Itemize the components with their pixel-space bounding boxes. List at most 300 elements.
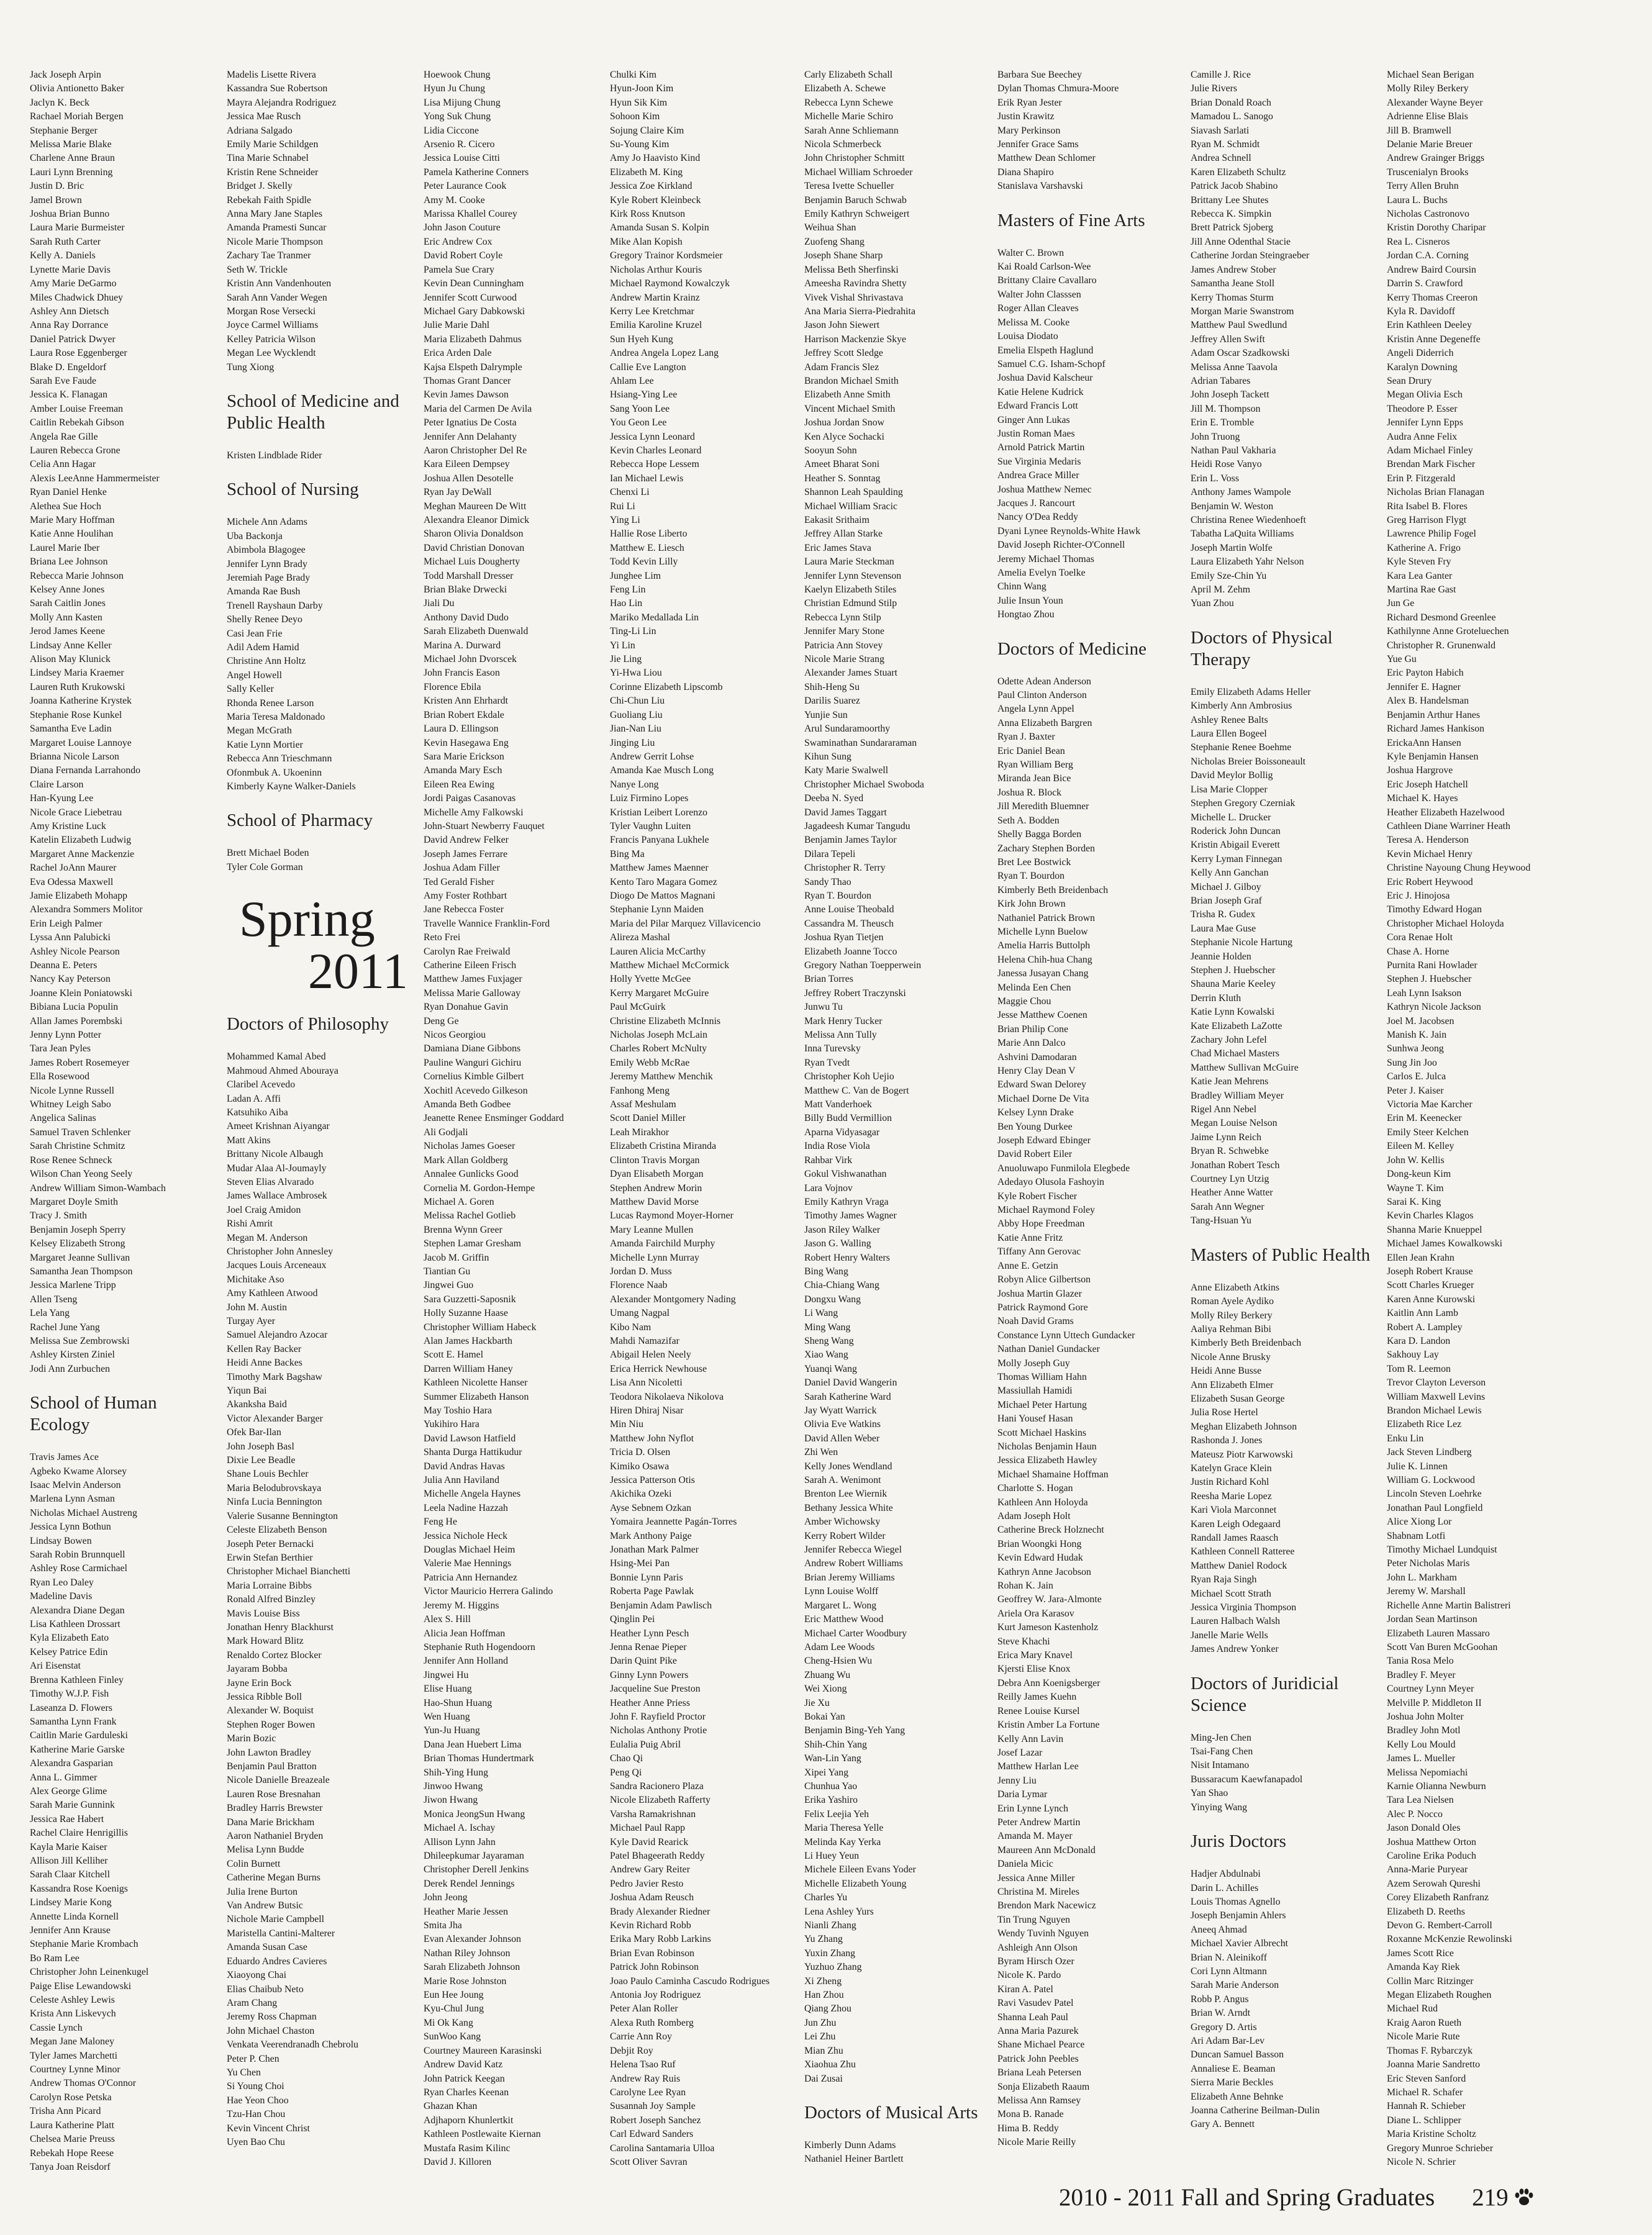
graduate-name: Brittany Claire Cavallaro xyxy=(997,275,1097,286)
graduate-name: Lindsey Marie Kong xyxy=(30,1897,112,1908)
graduate-name: Ari Eisenstat xyxy=(30,1661,81,1672)
graduate-name: Courtney Lyn Utzig xyxy=(1191,1174,1269,1185)
graduate-name: Sohoon Kim xyxy=(610,111,660,122)
paw-print-icon xyxy=(1514,2186,1535,2214)
graduate-name: Joanna Katherine Krystek xyxy=(30,696,132,707)
graduate-name: Megan M. Anderson xyxy=(227,1232,308,1243)
graduate-name: Scott Michael Haskins xyxy=(997,1427,1087,1438)
graduate-name: Alicia Jean Hoffman xyxy=(424,1628,506,1639)
graduate-name: Kristen Ann Ehrhardt xyxy=(424,696,509,707)
graduate-name: Kyle David Rearick xyxy=(610,1836,689,1847)
graduate-name: Kathilynne Anne Groteluechen xyxy=(1387,626,1509,637)
graduate-name: Mohammed Kamal Abed xyxy=(227,1051,326,1063)
graduate-name: Kimberly Beth Breidenbach xyxy=(1191,1338,1302,1349)
graduate-name: Adrian Tabares xyxy=(1191,375,1251,386)
graduate-name: Jayne Erin Bock xyxy=(227,1677,292,1689)
graduate-name: Constance Lynn Uttech Gundacker xyxy=(997,1330,1135,1341)
graduate-name: Lincoln Steven Loehrke xyxy=(1387,1489,1482,1500)
graduate-name: Varsha Ramakrishnan xyxy=(610,1808,696,1820)
graduate-name: Elizabeth Susan George xyxy=(1191,1393,1285,1404)
graduate-name: Margaret Anne Mackenzie xyxy=(30,848,135,859)
graduate-name: Nancy Kay Peterson xyxy=(30,974,111,985)
graduate-name: Gokul Vishwanathan xyxy=(804,1169,887,1180)
graduate-name: Melissa Anne Taavola xyxy=(1191,361,1278,373)
graduate-name: Lisa Kathleen Drossart xyxy=(30,1619,120,1630)
graduate-name: Brady Alexander Riedner xyxy=(610,1906,710,1917)
graduate-name: April M. Zehm xyxy=(1191,584,1251,596)
graduate-name: Jie Xu xyxy=(804,1697,830,1708)
graduate-name: Laura D. Ellingson xyxy=(424,723,499,735)
graduate-name: Rohan K. Jain xyxy=(997,1580,1053,1592)
graduate-name: Jennifer Ann Krause xyxy=(30,1925,111,1936)
graduate-name: Nisit Intamano xyxy=(1191,1760,1250,1771)
graduate-name: Celeste Elizabeth Benson xyxy=(227,1525,327,1536)
graduate-name: Hyun-Joon Kim xyxy=(610,83,674,94)
graduate-name: Lindsay Anne Keller xyxy=(30,640,112,651)
graduate-name: Chao Qi xyxy=(610,1753,643,1764)
graduate-name: Patrick John Robinson xyxy=(610,1962,699,1973)
graduate-name: Bibiana Lucia Populin xyxy=(30,1002,119,1013)
graduate-name: Jayaram Bobba xyxy=(227,1664,288,1675)
graduate-name: Anne Elizabeth Atkins xyxy=(1191,1282,1280,1293)
graduate-name: Laura Mae Guse xyxy=(1191,923,1256,934)
graduate-name: Elise Huang xyxy=(424,1684,472,1695)
graduate-name: Christopher R. Terry xyxy=(804,863,886,874)
graduate-name: Thomas F. Rybarczyk xyxy=(1387,2045,1473,2056)
graduate-name: Gregory Munroe Schrieber xyxy=(1387,2142,1494,2154)
graduate-name: Sarah Robin Brunnquell xyxy=(30,1549,125,1561)
graduate-name: Matthew Sullivan McGuire xyxy=(1191,1062,1299,1073)
graduate-name: Amanda Mary Esch xyxy=(424,765,502,776)
graduate-name: Michelle Marie Schiro xyxy=(804,111,894,122)
graduate-name: Andrea Grace Miller xyxy=(997,470,1079,481)
graduate-name: Anthony David Dudo xyxy=(424,612,509,623)
graduate-name: Karalyn Downing xyxy=(1387,361,1458,373)
graduate-name: Miranda Jean Bice xyxy=(997,773,1071,784)
graduate-name: Megan Lee Wycklendt xyxy=(227,348,316,359)
graduate-name: Greg Harrison Flygt xyxy=(1387,515,1467,525)
graduate-name: Janessa Jusayan Chang xyxy=(997,968,1089,979)
graduate-name: Kara D. Landon xyxy=(1387,1335,1451,1346)
graduate-name: Michael Shamaine Hoffman xyxy=(997,1469,1109,1480)
graduate-name: Kirk John Brown xyxy=(997,899,1066,910)
graduate-name: Ninfa Lucia Bennington xyxy=(227,1497,322,1508)
graduate-name: Christine Elizabeth McInnis xyxy=(610,1015,721,1027)
graduate-name: Erin Lynne Lynch xyxy=(997,1803,1069,1814)
graduate-name: Joshua Adam Reusch xyxy=(610,1892,694,1903)
graduate-name: Nathaniel Heiner Bartlett xyxy=(804,2154,904,2165)
graduate-name: Rachel Claire Henrigillis xyxy=(30,1828,128,1839)
graduate-name: Jay Wyatt Warrick xyxy=(804,1405,877,1416)
graduate-name: Brian Jeremy Williams xyxy=(804,1572,895,1583)
graduate-name: Uba Backonja xyxy=(227,530,283,542)
graduate-name: Jun Ge xyxy=(1387,598,1415,609)
graduate-name: Patrick Jacob Shabino xyxy=(1191,181,1278,192)
graduate-name: Stephen J. Huebscher xyxy=(1191,964,1276,976)
graduate-name: Marie Rose Johnston xyxy=(424,1975,507,1987)
graduate-name: Allan James Porembski xyxy=(30,1015,123,1027)
graduate-name: Li Wang xyxy=(804,1308,838,1319)
graduate-name: Jason John Siewert xyxy=(804,320,880,331)
graduate-name: Daria Lymar xyxy=(997,1789,1048,1800)
graduate-name: Jessica Marlene Tripp xyxy=(30,1280,116,1291)
graduate-name: Hoewook Chung xyxy=(424,70,491,80)
graduate-name: Leah Mirakhor xyxy=(610,1127,669,1138)
graduate-name: Julie K. Linnen xyxy=(1387,1461,1448,1472)
graduate-name: Scott Charles Krueger xyxy=(1387,1280,1474,1291)
graduate-name: Darrin S. Crawford xyxy=(1387,278,1463,289)
graduate-name: Jenny Liu xyxy=(997,1775,1037,1786)
graduate-name: Abby Hope Freedman xyxy=(997,1218,1085,1230)
graduate-name: Megan Olivia Esch xyxy=(1387,389,1463,401)
graduate-name: Matt Vanderhoek xyxy=(804,1099,872,1110)
graduate-name: Purnita Rani Howlader xyxy=(1387,960,1477,971)
graduate-name: Emily Sze-Chin Yu xyxy=(1191,570,1267,581)
graduate-name: Molly Riley Berkery xyxy=(1387,83,1469,94)
section-heading: Doctors of Juridicial Science xyxy=(1191,1673,1339,1715)
graduate-name: Robb P. Angus xyxy=(1191,1993,1249,2005)
graduate-name: Brian Donald Roach xyxy=(1191,97,1271,108)
graduate-name: Kelsey Patrice Edin xyxy=(30,1646,108,1657)
graduate-name: Rachael Moriah Bergen xyxy=(30,111,124,122)
graduate-name: Sarah Marie Gunnink xyxy=(30,1800,115,1811)
graduate-name: Brian Robert Ekdale xyxy=(424,709,504,720)
graduate-name: Matthew James Maenner xyxy=(610,863,709,874)
graduate-name: Ryan J. Baxter xyxy=(997,732,1055,743)
graduate-name: Hongtao Zhou xyxy=(997,609,1055,620)
graduate-name: Kristin Amber La Fortune xyxy=(997,1720,1100,1731)
graduate-name: Heidi Anne Busse xyxy=(1191,1366,1262,1377)
graduate-name: Nicole K. Pardo xyxy=(997,1970,1061,1981)
graduate-name: Lyssa Ann Palubicki xyxy=(30,932,111,943)
graduate-name: Kimberly Kayne Walker-Daniels xyxy=(227,781,356,792)
graduate-name: Zuofeng Shang xyxy=(804,236,865,247)
graduate-name: Kai Roald Carlson-Wee xyxy=(997,261,1091,273)
graduate-name: Maria Belodubrovskaya xyxy=(227,1482,322,1494)
graduate-name: Joseph James Ferrare xyxy=(424,848,508,859)
graduate-name: Adedayo Olusola Fashoyin xyxy=(997,1177,1104,1188)
section-heading: School of Pharmacy xyxy=(227,810,373,831)
graduate-name: Stephanie Berger xyxy=(30,125,98,136)
graduate-name: Rebecca Lynn Schewe xyxy=(804,97,893,108)
graduate-name: Heather Anne Watter xyxy=(1191,1187,1273,1199)
graduate-name: Melville P. Middleton II xyxy=(1387,1697,1482,1708)
graduate-name: Kurt Jameson Kastenholz xyxy=(997,1622,1099,1633)
graduate-name: Jaime Lynn Reich xyxy=(1191,1131,1262,1143)
graduate-name: Elizabeth M. King xyxy=(610,166,683,178)
graduate-name: Jordan D. Muss xyxy=(610,1266,672,1277)
graduate-name: Dyani Lynee Reynolds-White Hawk xyxy=(997,525,1141,537)
graduate-name: Ashleigh Ann Olson xyxy=(997,1942,1078,1953)
graduate-name: Heather Anne Priess xyxy=(610,1697,690,1708)
graduate-name: Pauline Wanguri Gichiru xyxy=(424,1057,522,1068)
graduate-name: Janelle Marie Wells xyxy=(1191,1630,1268,1641)
graduate-name: Christopher R. Grunenwald xyxy=(1387,640,1496,651)
graduate-name: Tiffany Ann Gerovac xyxy=(997,1246,1081,1258)
graduate-name: Eulalia Puig Abril xyxy=(610,1739,681,1750)
graduate-name: David Christian Donovan xyxy=(424,542,525,553)
graduate-name: Alexandra Sommers Molitor xyxy=(30,904,143,915)
graduate-name: Hallie Rose Liberto xyxy=(610,528,688,540)
graduate-name: Christopher Michael Holoyda xyxy=(1387,918,1504,929)
graduate-name: Joanne Klein Poniatowski xyxy=(30,987,132,999)
graduate-name: Wayne T. Kim xyxy=(1387,1182,1444,1194)
graduate-name: Diogo De Mattos Magnani xyxy=(610,890,715,901)
graduate-name: John M. Austin xyxy=(227,1302,287,1313)
graduate-name: Lisa Ann Nicoletti xyxy=(610,1377,683,1389)
graduate-name: Margaret Jeanne Sullivan xyxy=(30,1252,130,1263)
graduate-name: Li Huey Yeun xyxy=(804,1851,860,1861)
graduate-name: Joseph Martin Wolfe xyxy=(1191,542,1273,553)
graduate-name: Krista Ann Liskevych xyxy=(30,2008,116,2020)
graduate-name: Rebekah Faith Spidle xyxy=(227,194,312,206)
graduate-name: Rachel June Yang xyxy=(30,1322,100,1333)
graduate-name: Kevin Charles Leonard xyxy=(610,445,702,456)
graduate-name: Dana Jean Huebert Lima xyxy=(424,1739,522,1750)
graduate-name: Rishi Amrit xyxy=(227,1218,273,1230)
graduate-name: Si Young Choi xyxy=(227,2081,284,2092)
graduate-name: Michelle L. Drucker xyxy=(1191,812,1271,823)
graduate-name: Chinn Wang xyxy=(997,581,1046,592)
graduate-name: Jordan C.A. Corning xyxy=(1387,250,1469,261)
graduate-name: Ming Wang xyxy=(804,1322,851,1333)
graduate-name: Sarah Anne Schliemann xyxy=(804,125,899,136)
graduate-name: Darin L. Achilles xyxy=(1191,1882,1259,1893)
graduate-name: Amy M. Cooke xyxy=(424,194,485,206)
graduate-name: Michael Raymond Kowalczyk xyxy=(610,278,730,289)
graduate-name: Ameet Bharat Soni xyxy=(804,459,880,470)
graduate-name: Roberta Page Pawlak xyxy=(610,1586,694,1597)
graduate-name: David Lawson Hatfield xyxy=(424,1433,516,1444)
graduate-name: Sung Jin Joo xyxy=(1387,1057,1437,1068)
graduate-name: Yi-Hwa Liou xyxy=(610,668,662,679)
graduate-name: Yuan Zhou xyxy=(1191,598,1234,609)
graduate-name: Eric Steven Sanford xyxy=(1387,2073,1466,2084)
graduate-name: Nicole Marie Thompson xyxy=(227,236,324,247)
graduate-name: Celia Ann Hagar xyxy=(30,459,96,470)
graduate-name: Melissa Ann Tully xyxy=(804,1030,877,1041)
column-2 xyxy=(227,68,413,2149)
graduate-name: Yuxin Zhang xyxy=(804,1947,856,1959)
graduate-name: Dixie Lee Beadle xyxy=(227,1455,296,1466)
graduate-name: Chia-Chiang Wang xyxy=(804,1280,879,1291)
graduate-name: Ian Michael Lewis xyxy=(610,473,684,484)
graduate-name: Stephen Lamar Gresham xyxy=(424,1238,522,1249)
graduate-name: Jeffrey Allan Starke xyxy=(804,528,883,540)
graduate-name: Megan Elizabeth Roughen xyxy=(1387,1990,1492,2001)
section-heading: Doctors of Musical Arts xyxy=(804,2102,978,2123)
graduate-name: Peter P. Chen xyxy=(227,2053,279,2064)
graduate-name: Jennifer Mary Stone xyxy=(804,626,884,637)
graduate-name: Adrienne Elise Blais xyxy=(1387,111,1468,122)
graduate-name: Zachary John Lefel xyxy=(1191,1035,1267,1045)
graduate-name: Xochitl Acevedo Gilkeson xyxy=(424,1085,528,1096)
graduate-name: Manish K. Jain xyxy=(1387,1030,1447,1041)
graduate-name: Adam Lee Woods xyxy=(804,1641,875,1652)
graduate-name: Benjamin Joseph Sperry xyxy=(30,1224,126,1235)
graduate-name: Benjamin Baruch Schwab xyxy=(804,194,907,206)
graduate-name: Nicole Marie Reilly xyxy=(997,2137,1076,2148)
graduate-name: Kyla R. Davidoff xyxy=(1387,306,1455,317)
graduate-name: Rachel JoAnn Maurer xyxy=(30,863,117,874)
graduate-name: Hyun Ju Chung xyxy=(424,83,486,94)
graduate-name: Bing Ma xyxy=(610,848,645,859)
graduate-name: Justin D. Bric xyxy=(30,181,84,192)
graduate-name: Emily Elizabeth Adams Heller xyxy=(1191,686,1311,697)
graduate-name: Heidi Anne Backes xyxy=(227,1358,302,1369)
graduate-name: Rebecca K. Simpkin xyxy=(1191,209,1272,220)
graduate-name: Sarah Ann Vander Wegen xyxy=(227,292,327,303)
graduate-name: David Andrew Felker xyxy=(424,835,509,846)
graduate-name: Jane Rebecca Foster xyxy=(424,904,504,915)
graduate-name: Tom R. Leemon xyxy=(1387,1363,1451,1374)
graduate-name: Diana Fernanda Larrahondo xyxy=(30,765,141,776)
graduate-name: Aaron Nathaniel Bryden xyxy=(227,1831,324,1842)
graduate-name: Kelly Ann Lavin xyxy=(997,1733,1064,1744)
graduate-name: Christine Ann Holtz xyxy=(227,656,306,667)
graduate-name: Yun-Ju Huang xyxy=(424,1725,480,1736)
graduate-name: Andrew Ray Ruis xyxy=(610,2073,681,2084)
graduate-name: Kevin Edward Hudak xyxy=(997,1553,1083,1564)
graduate-name: Guoliang Liu xyxy=(610,709,663,720)
graduate-name: Nicholas Arthur Kouris xyxy=(610,264,702,275)
graduate-name: Tyler James Marchetti xyxy=(30,2050,118,2061)
graduate-name: John W. Kellis xyxy=(1387,1154,1445,1166)
graduate-name: Shelly Renee Deyo xyxy=(227,614,302,625)
graduate-name: Samantha Lynn Frank xyxy=(30,1716,117,1727)
graduate-name: Kathleen Nicolette Hanser xyxy=(424,1377,528,1389)
graduate-name: Alec P. Nocco xyxy=(1387,1808,1443,1820)
graduate-name: Elizabeth Cristina Miranda xyxy=(610,1141,717,1152)
graduate-name: Hao Lin xyxy=(610,598,643,609)
graduate-name: Ana Maria Sierra-Piedrahita xyxy=(804,306,915,317)
graduate-name: Rebekah Hope Reese xyxy=(30,2147,114,2159)
graduate-name: Alexis LeeAnne Hammermeister xyxy=(30,473,160,484)
graduate-name: Bradley William Meyer xyxy=(1191,1090,1284,1101)
graduate-name: Katie Lynn Mortier xyxy=(227,739,303,750)
graduate-name: Melissa Nepomiachi xyxy=(1387,1767,1468,1778)
graduate-name: Jagadeesh Kumar Tangudu xyxy=(804,820,910,832)
graduate-name: Jingwei Guo xyxy=(424,1280,474,1291)
graduate-name: Anna-Marie Puryear xyxy=(1387,1864,1468,1875)
graduate-name: Andrew Grainger Briggs xyxy=(1387,153,1485,164)
graduate-name: Michelle Angela Haynes xyxy=(424,1489,521,1500)
graduate-name: Brittany Lee Shutes xyxy=(1191,194,1269,206)
graduate-name: Eric Andrew Cox xyxy=(424,236,492,247)
graduate-name: Cassie Lynch xyxy=(30,2022,83,2033)
graduate-name: Eric Payton Habich xyxy=(1387,668,1464,679)
graduate-name: Cathleen Diane Warriner Heath xyxy=(1387,820,1510,832)
graduate-name: Molly Ann Kasten xyxy=(30,612,102,623)
graduate-name: Jennifer E. Hagner xyxy=(1387,681,1461,692)
graduate-name: Richard Desmond Greenlee xyxy=(1387,612,1496,623)
graduate-name: Michelle Amy Falkowski xyxy=(424,807,524,818)
graduate-name: Yinying Wang xyxy=(1191,1802,1248,1813)
graduate-name: Rebecca Marie Johnson xyxy=(30,570,124,581)
graduate-name: Zachary Stephen Borden xyxy=(997,843,1096,854)
graduate-name: Mudar Alaa Al-Joumayly xyxy=(227,1163,327,1174)
graduate-name: Rui Li xyxy=(610,501,635,512)
graduate-name: Jessica Ribble Boll xyxy=(227,1691,302,1702)
graduate-name: James Robert Rosemeyer xyxy=(30,1057,130,1068)
graduate-name: Walter C. Brown xyxy=(997,247,1064,258)
graduate-name: Anna L. Gimmer xyxy=(30,1772,98,1783)
graduate-name: Camille J. Rice xyxy=(1191,70,1251,80)
graduate-name: Jack Steven Lindberg xyxy=(1387,1447,1472,1458)
graduate-name: Marissa Khallel Courey xyxy=(424,209,517,220)
graduate-name: Qiang Zhou xyxy=(804,2003,851,2015)
graduate-name: Allison Jill Kelliher xyxy=(30,1855,108,1866)
graduate-name: Michele Eileen Evans Yoder xyxy=(804,1864,916,1875)
graduate-name: Christopher Derell Jenkins xyxy=(424,1864,529,1875)
graduate-name: Stephen Andrew Morin xyxy=(610,1182,702,1194)
graduate-name: Ming-Jen Chen xyxy=(1191,1732,1251,1743)
graduate-name: Jessica Rae Habert xyxy=(30,1813,104,1825)
graduate-name: Junwu Tu xyxy=(804,1002,843,1013)
graduate-name: Erik Ryan Jester xyxy=(997,97,1062,108)
graduate-name: Katsuhiko Aiba xyxy=(227,1107,288,1118)
graduate-name: Ofek Bar-Ilan xyxy=(227,1427,281,1438)
graduate-name: Briana Leah Petersen xyxy=(997,2067,1082,2079)
graduate-name: Corey Elizabeth Ranfranz xyxy=(1387,1892,1489,1903)
graduate-name: Ravi Vasudev Patel xyxy=(997,1998,1074,2009)
graduate-name: Seth A. Bodden xyxy=(997,815,1060,826)
graduate-name: Nathan Paul Vakharia xyxy=(1191,445,1276,456)
graduate-name: Erin Leigh Palmer xyxy=(30,918,102,929)
graduate-name: Bradley Harris Brewster xyxy=(227,1803,323,1814)
graduate-name: Isaac Melvin Anderson xyxy=(30,1480,121,1490)
graduate-name: Bridget J. Skelly xyxy=(227,181,293,192)
graduate-name: Madelis Lisette Rivera xyxy=(227,70,316,80)
graduate-name: Christopher William Habeck xyxy=(424,1322,537,1333)
graduate-name: Eric Joseph Hatchell xyxy=(1387,779,1468,790)
graduate-name: Eric Daniel Bean xyxy=(997,745,1065,756)
graduate-name: Emilia Karoline Kruzel xyxy=(610,320,702,331)
graduate-name: Matthew James Fuxjager xyxy=(424,974,522,985)
page-number: 219 xyxy=(1472,2184,1509,2211)
graduate-name: Eduardo Andres Cavieres xyxy=(227,1956,327,1967)
graduate-name: Elias Chaibub Neto xyxy=(227,1983,304,1995)
graduate-name: Lidia Ciccone xyxy=(424,125,479,136)
graduate-name: Amanda Susan Case xyxy=(227,1942,307,1953)
graduate-name: James Andrew Stober xyxy=(1191,264,1276,275)
graduate-name: Laura Elizabeth Yahr Nelson xyxy=(1191,556,1304,568)
graduate-name: Sarah Eve Faude xyxy=(30,375,97,386)
graduate-name: Maggie Chou xyxy=(997,995,1051,1007)
graduate-name: Laura Rose Eggenberger xyxy=(30,348,127,359)
graduate-name: Ann Elizabeth Elmer xyxy=(1191,1379,1274,1390)
graduate-name: Melissa Rachel Gotlieb xyxy=(424,1210,516,1222)
graduate-name: Katherine Marie Garske xyxy=(30,1744,125,1755)
graduate-name: Matthew Harlan Lee xyxy=(997,1761,1079,1772)
graduate-name: Matthew Paul Swedlund xyxy=(1191,320,1287,331)
graduate-name: Peter Ignatius De Costa xyxy=(424,417,517,428)
graduate-name: Christopher John Annesley xyxy=(227,1246,334,1257)
graduate-name: Luiz Firmino Lopes xyxy=(610,793,689,804)
graduate-name: Nanye Long xyxy=(610,779,659,790)
graduate-name: Sang Yoon Lee xyxy=(610,403,670,414)
graduate-name: Robert A. Lampley xyxy=(1387,1322,1463,1333)
graduate-name: Kelly Jones Wendland xyxy=(804,1461,892,1472)
graduate-name: Joshua Martin Glazer xyxy=(997,1288,1082,1299)
graduate-name: Kajsa Elspeth Dalrymple xyxy=(424,361,522,373)
graduate-name: Ryan Charles Keenan xyxy=(424,2087,509,2098)
graduate-name: Sierra Marie Beckles xyxy=(1191,2077,1274,2088)
graduate-name: Trevor Clayton Leverson xyxy=(1387,1377,1486,1389)
graduate-name: Jonathan Robert Tesch xyxy=(1191,1159,1280,1171)
graduate-name: Brian Woongki Hong xyxy=(997,1538,1082,1549)
graduate-name: Jodi Ann Zurbuchen xyxy=(30,1363,110,1374)
